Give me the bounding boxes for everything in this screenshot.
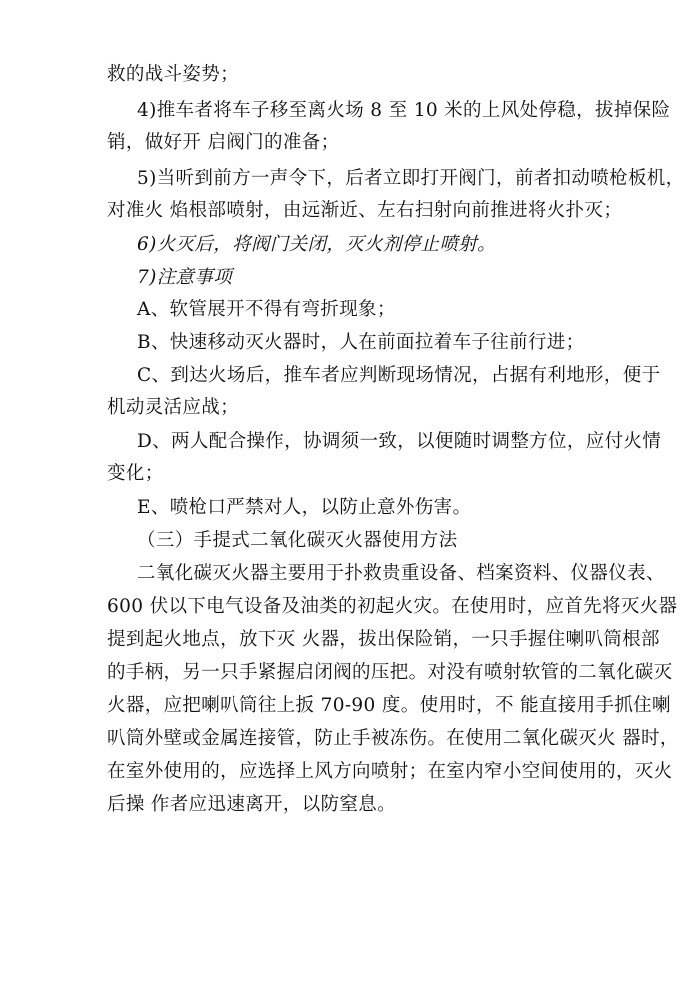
text-line: 4)推车者将车子移至离火场 8 至 10 米的上风处停稳，拔掉保险 (137, 100, 671, 121)
text-line: C、到达火场后，推车者应判断现场情况，占据有利地形，便于 (137, 365, 661, 386)
text-line: 救的战斗姿势； (107, 64, 239, 85)
section-heading: （三）手提式二氧化碳灭火器使用方法 (137, 530, 458, 551)
text-line: B、快速移动灭火器时，人在前面拉着车子往前行进； (137, 332, 585, 353)
text-line: 对准火 焰根部喷射，由远渐近、左右扫射向前推进将火扑灭； (107, 200, 623, 221)
text-line: 的手柄，另一只手紧握启闭阀的压把。对没有喷射软管的二氧化碳灭 (107, 662, 673, 683)
text-line: D、两人配合操作，协调须一致，以便随时调整方位，应付火情 (137, 431, 662, 452)
section-heading: 7)注意事项 (137, 267, 233, 288)
text-line: 变化； (107, 463, 164, 484)
text-line: 销，做好开 启阀门的准备； (107, 132, 340, 153)
text-line: 5)当听到前方一声令下，后者立即打开阀门，前者扣动喷枪板机， (137, 168, 685, 189)
text-line: 提到起火地点，放下灭 火器，拔出保险销，一只手握住喇叭筒根部 (107, 629, 660, 650)
text-line: 后操 作者应迅速离开，以防窒息。 (107, 794, 396, 815)
text-line: 在室外使用的，应选择上风方向喷射；在室内窄小空间使用的，灭火 (107, 761, 673, 782)
text-line: A、软管展开不得有弯折现象； (137, 299, 396, 320)
text-line: 机动灵活应战； (107, 397, 239, 418)
text-line: 火器，应把喇叭筒往上扳 70-90 度。使用时，不 能直接用手抓住喇 (107, 695, 671, 716)
text-line: 二氧化碳灭火器主要用于扑救贵重设备、档案资料、仪器仪表、 (137, 563, 665, 584)
text-line: 叭筒外壁或金属连接管，防止手被冻伤。在使用二氧化碳灭火 器时， (107, 728, 679, 749)
text-line: 6)火灭后，将阀门关闭，灭火剂停止喷射。 (137, 234, 496, 255)
text-line: 600 伏以下电气设备及油类的初起火灾。在使用时，应首先将灭火器 (107, 596, 678, 617)
text-line: E、喷枪口严禁对人，以防止意外伤害。 (137, 497, 472, 518)
